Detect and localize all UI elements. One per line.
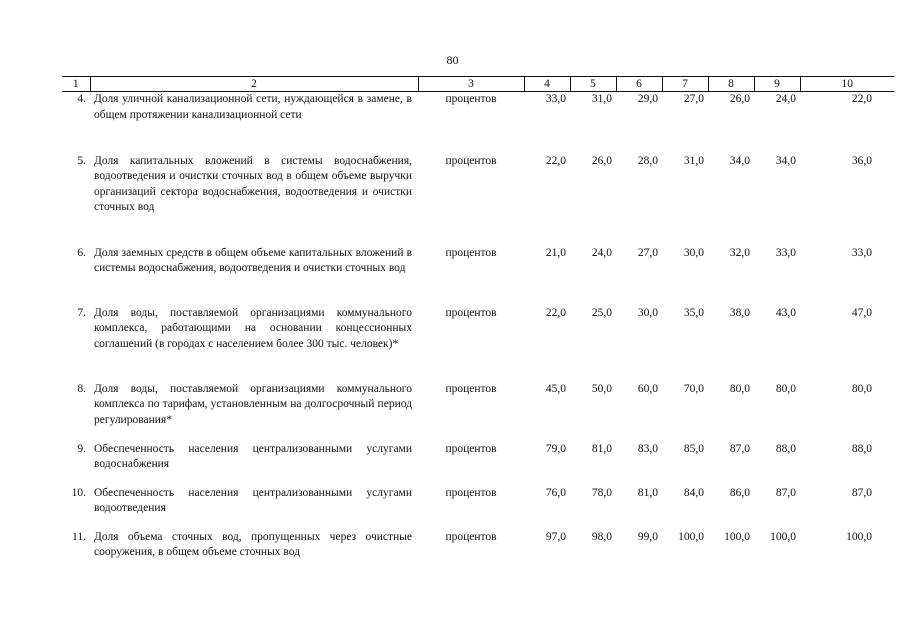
indicator-value: 50,0 [591, 382, 612, 395]
indicator-description: Доля уличной канализационной сети, нуждающейся в замене, в общем протяжении канализационной сети [94, 93, 412, 121]
indicator-value: 27,0 [637, 246, 658, 259]
indicator-value: 30,0 [637, 306, 658, 319]
indicator-value: 34,0 [729, 154, 750, 167]
table-row [62, 530, 894, 590]
indicator-value: 98,0 [591, 530, 612, 543]
unit-of-measure: процентов [445, 486, 497, 499]
indicator-value: 33,0 [851, 246, 872, 259]
indicator-value: 80,0 [775, 382, 796, 395]
indicator-value: 85,0 [683, 442, 704, 455]
indicator-value: 28,0 [637, 154, 658, 167]
indicator-value: 100,0 [678, 530, 704, 543]
indicator-value: 25,0 [591, 306, 612, 319]
indicator-value: 87,0 [851, 486, 872, 499]
column-header: 7 [662, 77, 708, 92]
unit-of-measure: процентов [445, 246, 497, 259]
indicator-value: 86,0 [729, 486, 750, 499]
indicator-value: 34,0 [775, 154, 796, 167]
indicator-value: 79,0 [545, 442, 566, 455]
row-number: 4. [77, 93, 86, 105]
unit-of-measure: процентов [445, 93, 497, 105]
column-header: 4 [524, 77, 570, 92]
column-header: 5 [570, 77, 616, 92]
indicator-value: 35,0 [683, 306, 704, 319]
indicator-value: 33,0 [545, 93, 566, 105]
table-row [62, 246, 894, 306]
indicator-value: 31,0 [591, 93, 612, 105]
indicator-value: 60,0 [637, 382, 658, 395]
unit-of-measure: процентов [445, 442, 497, 455]
indicator-description: Доля заемных средств в общем объеме капитальных вложений в системы водоснабжения, водоотведения и очистки сточных вод [94, 246, 412, 274]
column-header: 8 [708, 77, 754, 92]
table-row [62, 306, 894, 382]
indicator-value: 47,0 [851, 306, 872, 319]
indicator-value: 81,0 [591, 442, 612, 455]
indicator-value: 87,0 [729, 442, 750, 455]
indicator-value: 87,0 [775, 486, 796, 499]
indicator-description: Обеспеченность населения централизованными услугами водоснабжения [94, 442, 412, 470]
indicator-value: 26,0 [591, 154, 612, 167]
table-row [62, 442, 894, 486]
row-number: 11. [72, 530, 86, 543]
unit-of-measure: процентов [445, 306, 497, 319]
header-row [62, 77, 894, 92]
indicator-value: 24,0 [591, 246, 612, 259]
row-number: 5. [77, 154, 86, 167]
indicator-table [62, 76, 894, 590]
row-number: 9. [77, 442, 86, 455]
column-header: 6 [616, 77, 662, 92]
indicator-value: 100,0 [846, 530, 872, 543]
indicator-value: 84,0 [683, 486, 704, 499]
indicator-value: 81,0 [637, 486, 658, 499]
table-row [62, 92, 894, 154]
indicator-value: 80,0 [851, 382, 872, 395]
column-header: 10 [800, 77, 894, 92]
column-header: 3 [418, 77, 524, 92]
indicator-value: 97,0 [545, 530, 566, 543]
indicator-value: 88,0 [851, 442, 872, 455]
unit-of-measure: процентов [445, 530, 497, 543]
indicator-value: 29,0 [637, 93, 658, 105]
indicator-description: Обеспеченность населения централизованными услугами водоотведения [94, 486, 412, 514]
row-number: 8. [77, 382, 86, 395]
indicator-description: Доля капитальных вложений в системы водоснабжения, водоотведения и очистки сточных вод в общем объеме выручки организаций сектора водоснабжения, водоотведения и очистки сточных вод [94, 154, 412, 213]
indicator-value: 30,0 [683, 246, 704, 259]
indicator-value: 78,0 [591, 486, 612, 499]
row-number: 6. [77, 246, 86, 259]
indicator-value: 45,0 [545, 382, 566, 395]
indicator-value: 33,0 [775, 246, 796, 259]
column-header: 9 [754, 77, 800, 92]
indicator-value: 21,0 [545, 246, 566, 259]
indicator-value: 100,0 [770, 530, 796, 543]
indicator-value: 88,0 [775, 442, 796, 455]
indicator-value: 76,0 [545, 486, 566, 499]
indicator-value: 80,0 [729, 382, 750, 395]
indicator-value: 26,0 [729, 93, 750, 105]
unit-of-measure: процентов [445, 154, 497, 167]
indicator-value: 22,0 [851, 93, 872, 105]
indicator-value: 24,0 [775, 93, 796, 105]
indicator-value: 38,0 [729, 306, 750, 319]
indicator-value: 100,0 [724, 530, 750, 543]
indicator-value: 22,0 [545, 306, 566, 319]
indicator-description: Доля воды, поставляемой организациями коммунального комплекса по тарифам, установленным на долгосрочный период регулирования* [94, 382, 412, 426]
row-number: 10. [71, 486, 86, 499]
indicator-value: 36,0 [851, 154, 872, 167]
indicator-value: 32,0 [729, 246, 750, 259]
indicator-description: Доля объема сточных вод, пропущенных через очистные сооружения, в общем объеме сточных вод [94, 530, 412, 558]
table-body [62, 92, 894, 590]
indicator-value: 31,0 [683, 154, 704, 167]
table-row [62, 154, 894, 246]
indicator-value: 43,0 [775, 306, 796, 319]
table-header [62, 77, 894, 92]
indicator-description: Доля воды, поставляемой организациями коммунального комплекса, работающими на основании концессионных соглашений (в городах с населением более 300 тыс. человек)* [94, 306, 412, 350]
indicator-value: 99,0 [637, 530, 658, 543]
indicator-value: 22,0 [545, 154, 566, 167]
indicator-value: 70,0 [683, 382, 704, 395]
indicator-value: 27,0 [683, 93, 704, 105]
column-header: 2 [90, 77, 418, 92]
page-number: 80 [446, 53, 459, 67]
table-row [62, 486, 894, 530]
row-number: 7. [77, 306, 86, 319]
column-header: 1 [62, 77, 90, 92]
indicator-value: 83,0 [637, 442, 658, 455]
unit-of-measure: процентов [445, 382, 497, 395]
table-row [62, 382, 894, 442]
